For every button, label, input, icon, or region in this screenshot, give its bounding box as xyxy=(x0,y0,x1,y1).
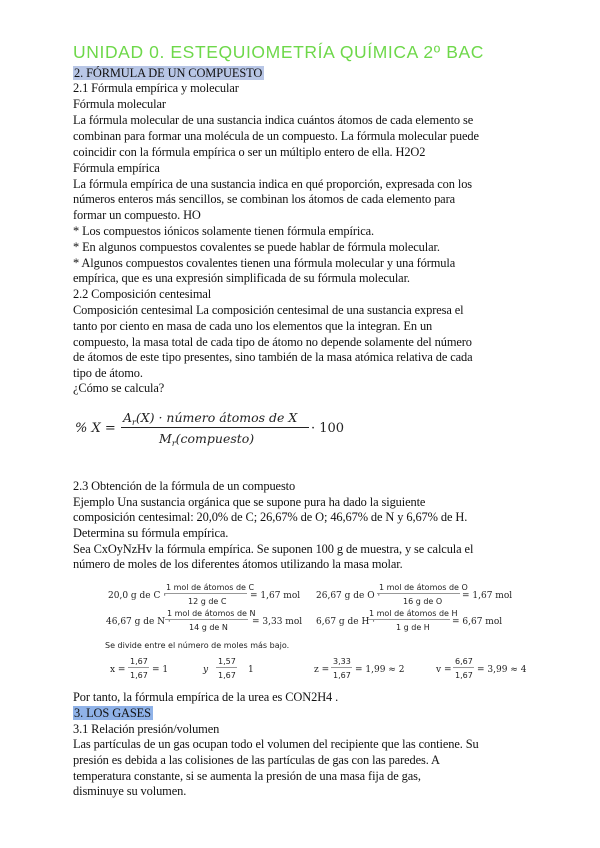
calc-y-lhs: y xyxy=(203,665,209,675)
paragraph-line: presión es debida a las colisiones de las partículas de gas con las paredes. A xyxy=(73,753,440,767)
paragraph-line: Ejemplo Una sustancia orgánica que se supone pura ha dado la siguiente xyxy=(73,495,426,509)
calc-n-num: 1 mol de átomos de N xyxy=(167,609,256,618)
calc-h-res: = 6,67 mol xyxy=(452,617,503,627)
paragraph-line: disminuye su volumen. xyxy=(73,784,187,798)
calc-h-num: 1 mol de átomos de H xyxy=(369,609,458,618)
paragraph-line: Las partículas de un gas ocupan todo el volumen del recipiente que las contiene. Su xyxy=(73,737,479,751)
paragraph-line: tipo de átomo. xyxy=(73,366,143,380)
calc-o-left: 26,67 g de O · xyxy=(316,591,381,601)
calc-x-num: 1,67 xyxy=(130,657,148,666)
calc-v-res: = 3,99 ≈ 4 xyxy=(477,665,527,675)
calc-y-num: 1,57 xyxy=(218,657,236,666)
paragraph-line: La fórmula empírica de una sustancia indica en qué proporción, expresada con los xyxy=(73,177,473,191)
calc-n-den: 14 g de N xyxy=(189,623,228,632)
paragraph-line: coincidir con la fórmula empírica o ser un múltiplo entero de ella. H2O2 xyxy=(73,145,426,159)
paragraph-line: números enteros más sencillos, se combinan los átomos de cada elemento para xyxy=(73,192,456,206)
calc-o-num: 1 mol de átomos de O xyxy=(379,583,468,592)
paragraph-line: Determina su fórmula empírica. xyxy=(73,526,229,540)
subheading-2-3: 2.3 Obtención de la fórmula de un compuesto xyxy=(73,479,296,493)
calc-divide-note: Se divide entre el número de moles más bajo. xyxy=(105,641,290,650)
paragraph-line: composición centesimal: 20,0% de C; 26,67% de O; 46,67% de N y 6,67% de H. xyxy=(73,510,468,524)
formula-lhs: % X = xyxy=(75,421,116,436)
paragraph-line: compuesto, la masa total de cada tipo de átomo no depende solamente del número xyxy=(73,335,472,349)
paragraph-line: ¿Cómo se calcula? xyxy=(73,381,165,395)
calc-z-lhs: z = xyxy=(314,665,330,675)
calc-n-left: 46,67 g de N · xyxy=(106,617,171,627)
calc-x-den: 1,67 xyxy=(130,671,148,680)
subheading-2-2: 2.2 Composición centesimal xyxy=(73,287,212,301)
formula-denominator: $M_r(compuesto)$ xyxy=(159,431,255,448)
calc-z-den: 1,67 xyxy=(333,671,351,680)
calc-x-lhs: x = xyxy=(110,665,126,675)
paragraph-line: La fórmula molecular de una sustancia indica cuántos átomos de cada elemento se xyxy=(73,113,474,127)
calc-c-num: 1 mol de átomos de C xyxy=(166,583,255,592)
section-heading-3: 3. LOS GASES xyxy=(74,706,151,720)
calc-y-den: 1,67 xyxy=(218,671,236,680)
calc-o-den: 16 g de O xyxy=(403,597,443,606)
paragraph-line: número de moles de los diferentes átomos utilizando la masa molar. xyxy=(73,557,403,571)
paragraph-line: formar un compuesto. HO xyxy=(73,208,201,222)
calc-c-den: 12 g de C xyxy=(188,597,227,606)
subheading-3-1: 3.1 Relación presión/volumen xyxy=(73,722,220,736)
paragraph-line: Composición centesimal La composición centesimal de una sustancia expresa el xyxy=(73,303,464,317)
bullet-line: empírica, que es una expresión simplificada de su fórmula molecular. xyxy=(73,271,410,285)
paragraph-line: combinan para formar una molécula de un compuesto. La fórmula molecular puede xyxy=(73,129,479,143)
calc-c-left: 20,0 g de C · xyxy=(108,591,167,601)
calc-z-res: = 1,99 ≈ 2 xyxy=(355,665,405,675)
paragraph-line: de átomos de este tipo presentes, sino también de la masa atómica relativa de cada xyxy=(73,350,473,364)
calc-c-res: = 1,67 mol xyxy=(250,591,301,601)
document-title: UNIDAD 0. ESTEQUIOMETRÍA QUÍMICA 2º BAC xyxy=(73,42,484,62)
subheading-2-1: 2.1 Fórmula empírica y molecular xyxy=(73,81,239,95)
centesimal-formula xyxy=(73,405,373,453)
calc-n-res: = 3,33 mol xyxy=(252,617,303,627)
paragraph-line: Sea CxOyNzHv la fórmula empírica. Se suponen 100 g de muestra, y se calcula el xyxy=(73,542,474,556)
calc-v-num: 6,67 xyxy=(455,657,473,666)
formula-numerator: $A_r(X)$ · número átomos de X xyxy=(123,410,298,427)
conclusion-line: Por tanto, la fórmula empírica de la urea es CON2H4 . xyxy=(73,690,339,704)
calc-h-left: 6,67 g de H · xyxy=(316,617,376,627)
paragraph-line: tanto por ciento en masa de cada uno los elementos que la integran. En un xyxy=(73,319,433,333)
calc-v-lhs: v = xyxy=(436,665,452,675)
formula-tail: · 100 xyxy=(311,421,345,436)
calc-z-num: 3,33 xyxy=(333,657,351,666)
calc-o-res: = 1,67 mol xyxy=(462,591,513,601)
paragraph-line: temperatura constante, si se aumenta la presión de una masa fija de gas, xyxy=(73,769,421,783)
bullet-line: * En algunos compuestos covalentes se puede hablar de fórmula molecular. xyxy=(73,240,440,254)
bullet-line: * Los compuestos iónicos solamente tienen fórmula empírica. xyxy=(73,224,375,238)
bullet-line: * Algunos compuestos covalentes tienen una fórmula molecular y una fórmula xyxy=(73,256,456,270)
mole-calculation-figure xyxy=(100,578,530,690)
calc-v-den: 1,67 xyxy=(455,671,473,680)
calc-x-res: = 1 xyxy=(152,665,169,675)
section-heading-2: 2. FÓRMULA DE UN COMPUESTO xyxy=(74,66,263,80)
label-formula-empirica: Fórmula empírica xyxy=(73,161,160,175)
label-formula-molecular: Fórmula molecular xyxy=(73,97,166,111)
calc-h-den: 1 g de H xyxy=(396,623,430,632)
calc-y-res: 1 xyxy=(248,665,254,675)
